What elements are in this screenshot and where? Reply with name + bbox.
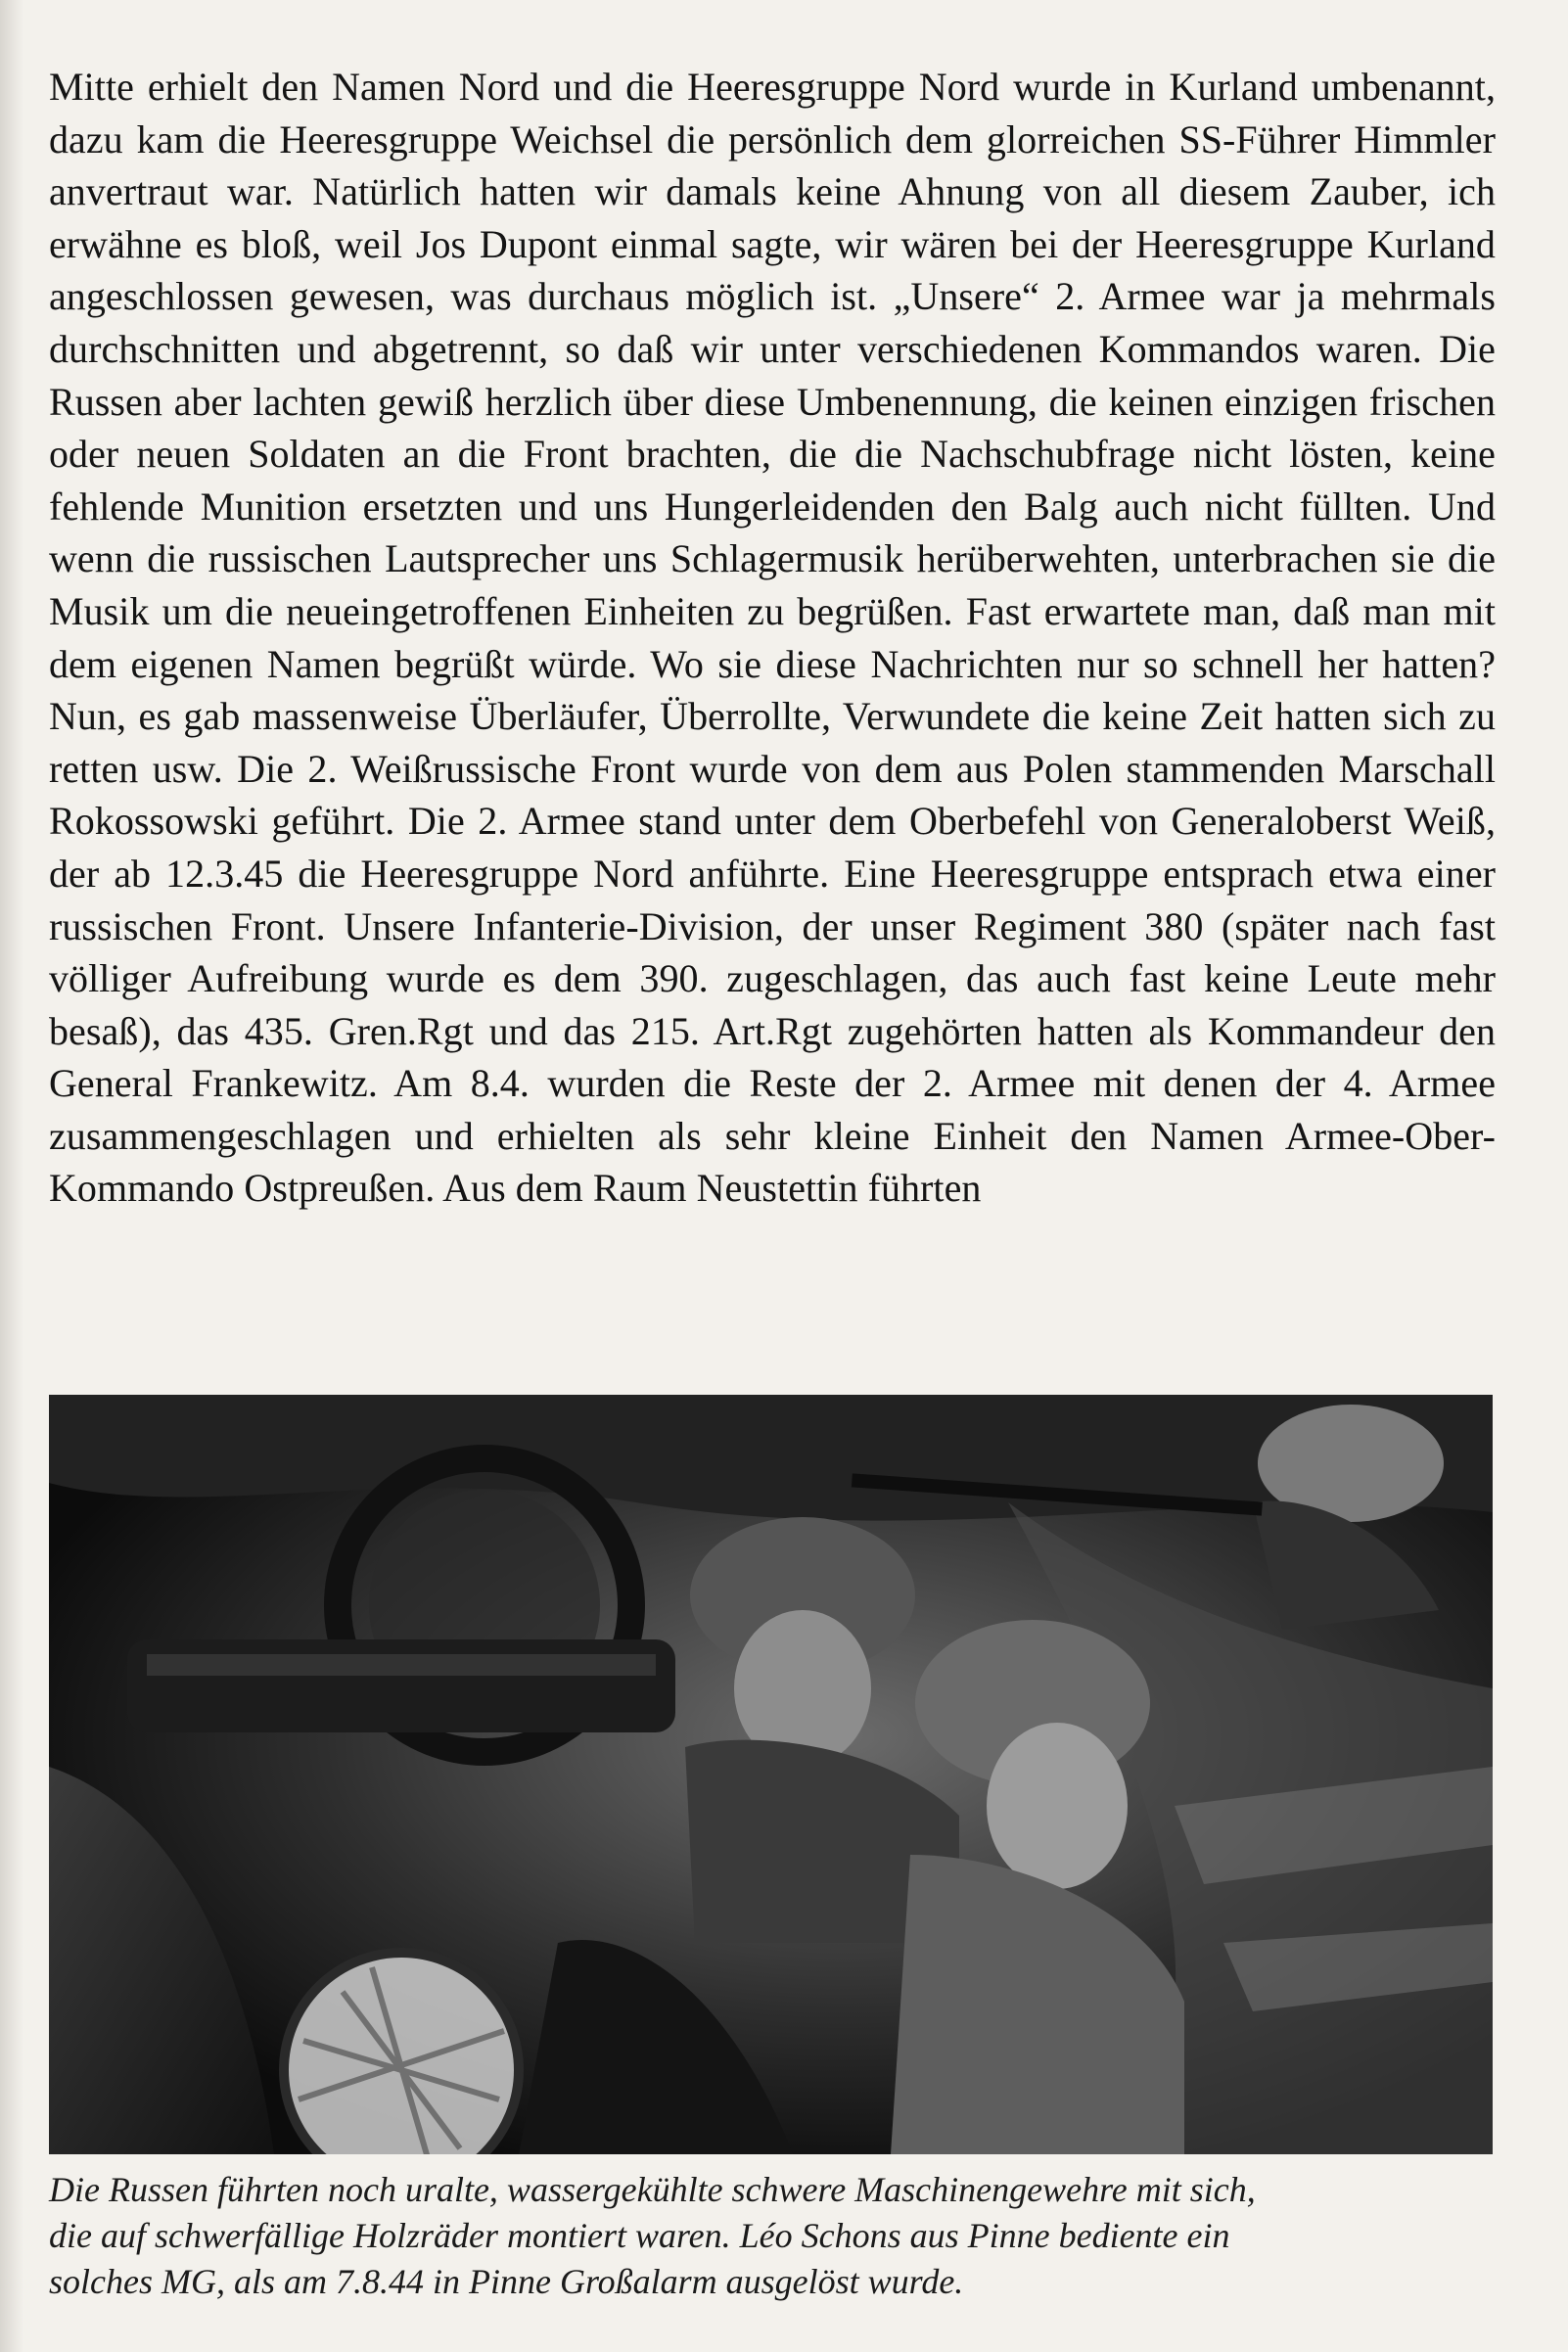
caption-line: solches MG, als am 7.8.44 in Pinne Großalarm ausgelöst wurde. [49, 2262, 964, 2301]
photograph [49, 1395, 1493, 2154]
photo-caption [49, 2167, 1496, 2305]
photo-machine-gun-crew-icon [49, 1395, 1493, 2154]
page-edge-shadow [0, 0, 23, 2352]
caption-line: Die Russen führten noch uralte, wassergekühlte schwere Maschinengewehre mit sich, [49, 2170, 1256, 2209]
body-text [49, 61, 1496, 1215]
caption-line: die auf schwerfällige Holzräder montiert waren. Léo Schons aus Pinne bediente ein [49, 2216, 1230, 2255]
body-paragraph: Mitte erhielt den Namen Nord und die Heeresgruppe Nord wurde in Kurland umbenannt, dazu kam die Heeresgruppe Weichsel die persönlich dem glorreichen SS-Führer Himmler anvertraut war. Natürlich hatten wir damals keine Ahnung von all diesem Zauber, ich erwähne es bloß, weil Jos Dupont einmal sagte, wir wären bei der Heeresgruppe Kurland angeschlossen gewesen, was durchaus möglich ist. „Unsere“ 2. Armee war ja mehrmals durchschnitten und abgetrennt, so daß wir unter verschiedenen Kommandos waren. Die Russen aber lachten gewiß herzlich über diese Umbenennung, die keinen einzigen frischen oder neuen Soldaten an die Front brachten, die die Nachschubfrage nicht lösten, keine fehlende Munition ersetzten und uns Hungerleidenden den Balg auch nicht füllten. Und wenn die russischen Lautsprecher uns Schlagermusik herüberwehten, unterbrachen sie die Musik um die neueingetroffenen Einheiten zu begrüßen. Fast erwartete man, daß man mit dem eigenen Namen begrüßt würde. Wo sie diese Nachrichten nur so schnell her hatten? Nun, es gab massenweise Überläufer, Überrollte, Verwundete die keine Zeit hatten sich zu retten usw. Die 2. Weißrussische Front wurde von dem aus Polen stammenden Marschall Rokossowski geführt. Die 2. Armee stand unter dem Oberbefehl von Generaloberst Weiß, der ab 12.3.45 die Heeresgruppe Nord anführte. Eine Heeresgruppe entsprach etwa einer russischen Front. Unsere Infanterie-Division, der unser Regiment 380 (später nach fast völliger Aufreibung wurde es dem 390. zugeschlagen, das auch fast keine Leute mehr besaß), das 435. Gren.Rgt und das 215. Art.Rgt zugehörten hatten als Kommandeur den General Frankewitz. Am 8.4. wurden die Reste der 2. Armee mit denen der 4. Armee zusammengeschlagen und erhielten als sehr kleine Einheit den Namen Armee-Ober-Kommando Ostpreußen. Aus dem Raum Neustettin führten [49, 65, 1496, 1211]
